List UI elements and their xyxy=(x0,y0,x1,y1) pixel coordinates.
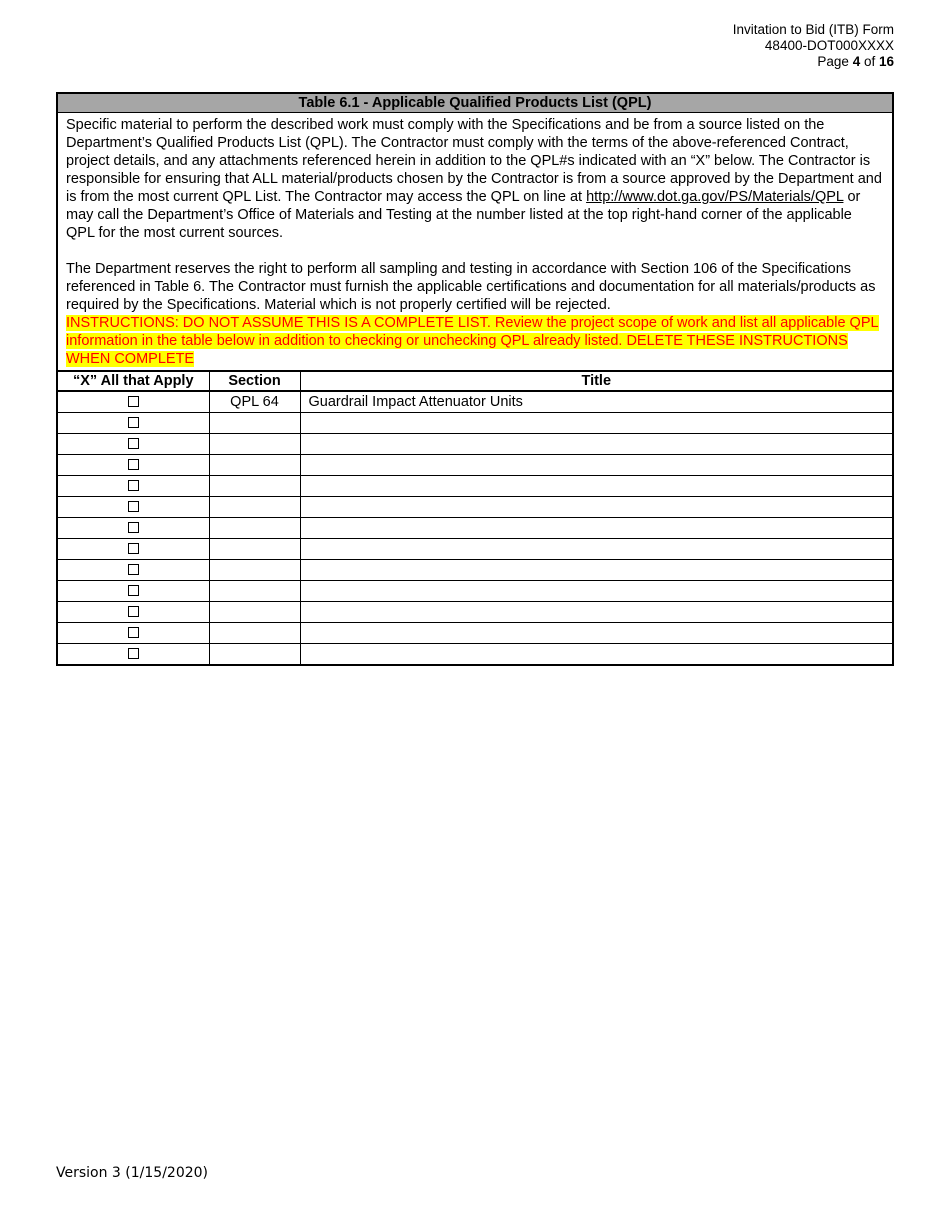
form-name: Invitation to Bid (ITB) Form xyxy=(732,22,894,37)
intro-paragraph-1: Specific material to perform the described work must comply with the Specifications and be from a source listed on the Department’s Qualified Products List (QPL). The Contractor must comply with the terms of the above-referenced Contract, project details, and any attachments referenced herein in addition to the QPL#s indicated with an “X” below. The Contractor is responsible for ensuring that ALL material/products chosen by the Contractor is from a source approved by the Department and is from the most current QPL List. The Contractor may access the QPL on line at http://www.dot.ga.gov/PS/Materials/QPL or may call the Department’s Office of Materials and Testing at the number listed at the top right-hand corner of the applicable QPL for the most current sources. xyxy=(66,117,882,241)
column-header-title: Title xyxy=(300,371,893,391)
title-cell xyxy=(300,602,893,623)
apply-cell xyxy=(57,476,209,497)
apply-cell xyxy=(57,644,209,666)
apply-cell xyxy=(57,455,209,476)
section-cell xyxy=(209,581,300,602)
section-cell xyxy=(209,497,300,518)
apply-cell xyxy=(57,413,209,434)
table-row xyxy=(57,560,893,581)
apply-cell xyxy=(57,391,209,413)
apply-checkbox[interactable] xyxy=(128,459,139,470)
title-cell xyxy=(300,644,893,666)
version-footer: Version 3 (1/15/2020) xyxy=(56,1165,208,1181)
table-intro xyxy=(57,113,893,372)
table-row xyxy=(57,391,893,413)
qpl-link[interactable]: http://www.dot.ga.gov/PS/Materials/QPL xyxy=(586,189,844,205)
table-row xyxy=(57,476,893,497)
apply-checkbox[interactable] xyxy=(128,417,139,428)
apply-checkbox[interactable] xyxy=(128,438,139,449)
qpl-table xyxy=(56,92,894,666)
apply-cell xyxy=(57,602,209,623)
table-row xyxy=(57,644,893,666)
page-current: 4 xyxy=(852,54,861,69)
apply-cell xyxy=(57,539,209,560)
table-row xyxy=(57,539,893,560)
apply-cell xyxy=(57,560,209,581)
table-row xyxy=(57,413,893,434)
apply-cell xyxy=(57,623,209,644)
form-number: 48400-DOT000XXXX xyxy=(764,38,894,53)
apply-checkbox[interactable] xyxy=(128,480,139,491)
section-cell xyxy=(209,644,300,666)
title-cell: Guardrail Impact Attenuator Units xyxy=(300,391,893,413)
section-cell: QPL 64 xyxy=(209,391,300,413)
table-row xyxy=(57,581,893,602)
section-cell xyxy=(209,518,300,539)
title-cell xyxy=(300,623,893,644)
section-cell xyxy=(209,560,300,581)
apply-cell xyxy=(57,581,209,602)
apply-checkbox[interactable] xyxy=(128,606,139,617)
apply-checkbox[interactable] xyxy=(128,648,139,659)
page-header xyxy=(733,22,894,70)
section-cell xyxy=(209,413,300,434)
apply-cell xyxy=(57,497,209,518)
column-header-section: Section xyxy=(209,371,300,391)
title-cell xyxy=(300,455,893,476)
table-row xyxy=(57,497,893,518)
title-cell xyxy=(300,539,893,560)
apply-checkbox[interactable] xyxy=(128,585,139,596)
table-row xyxy=(57,602,893,623)
column-header-apply: “X” All that Apply xyxy=(57,371,209,391)
section-cell xyxy=(209,623,300,644)
title-cell xyxy=(300,413,893,434)
apply-checkbox[interactable] xyxy=(128,627,139,638)
apply-checkbox[interactable] xyxy=(128,564,139,575)
table-row xyxy=(57,518,893,539)
instructions-note: INSTRUCTIONS: DO NOT ASSUME THIS IS A COMPLETE LIST. Review the project scope of work and list all applicable QPL information in the table below in addition to checking or unchecking QPL already listed. DELETE THESE INSTRUCTIONS WHEN COMPLETE xyxy=(66,315,879,367)
title-cell xyxy=(300,434,893,455)
table-row xyxy=(57,455,893,476)
table-row xyxy=(57,434,893,455)
title-cell xyxy=(300,560,893,581)
apply-checkbox[interactable] xyxy=(128,396,139,407)
title-cell xyxy=(300,497,893,518)
title-cell xyxy=(300,518,893,539)
apply-checkbox[interactable] xyxy=(128,543,139,554)
table-body xyxy=(57,391,893,665)
intro-paragraph-2: The Department reserves the right to perform all sampling and testing in accordance with Section 106 of the Specifications referenced in Table 6. The Contractor must furnish the applicable certifications and documentation for all materials/products as required by the Specifications. Material which is not properly certified will be rejected. xyxy=(66,261,876,313)
table-row xyxy=(57,623,893,644)
section-cell xyxy=(209,602,300,623)
page-total: 16 xyxy=(878,54,894,69)
title-cell xyxy=(300,581,893,602)
apply-checkbox[interactable] xyxy=(128,522,139,533)
table-title: Table 6.1 - Applicable Qualified Products List (QPL) xyxy=(57,93,893,113)
section-cell xyxy=(209,476,300,497)
section-cell xyxy=(209,455,300,476)
section-cell xyxy=(209,539,300,560)
apply-cell xyxy=(57,434,209,455)
apply-checkbox[interactable] xyxy=(128,501,139,512)
title-cell xyxy=(300,476,893,497)
section-cell xyxy=(209,434,300,455)
page-number: Page 4 of 16 xyxy=(817,54,894,69)
apply-cell xyxy=(57,518,209,539)
